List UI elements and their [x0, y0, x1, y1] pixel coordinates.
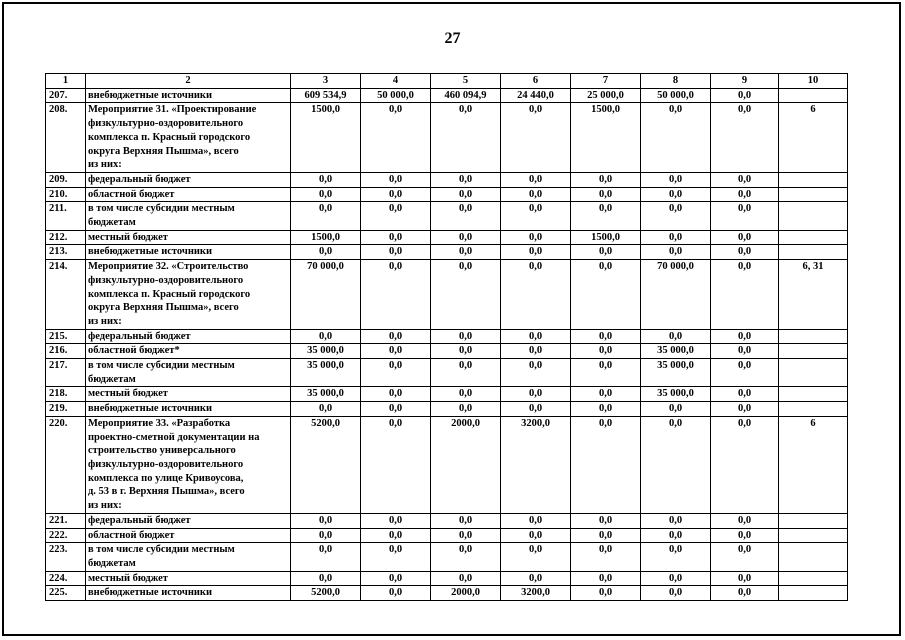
target-indicator-cell: 6: [779, 416, 848, 513]
description-line: комплекса п. Красный городского: [88, 288, 251, 300]
description-line: комплекса по улице Кривоусова,: [88, 472, 244, 484]
amount-cell: 0,0: [361, 103, 431, 173]
row-number: 216.: [46, 344, 86, 359]
target-indicator-cell: [779, 402, 848, 417]
row-description: [86, 202, 291, 230]
amount-cell: 70 000,0: [291, 260, 361, 330]
table-row: [46, 88, 848, 103]
amount-cell: 0,0: [641, 245, 711, 260]
amount-cell: 0,0: [361, 359, 431, 387]
description-line: внебюджетные источники: [88, 89, 213, 101]
amount-cell: 0,0: [711, 172, 779, 187]
budget-table: [45, 73, 848, 601]
description-line: из них:: [88, 500, 122, 512]
amount-cell: 0,0: [711, 230, 779, 245]
amount-cell: 0,0: [361, 202, 431, 230]
amount-cell: 0,0: [361, 260, 431, 330]
amount-cell: 0,0: [431, 245, 501, 260]
description-line: местный бюджет: [88, 572, 168, 584]
amount-cell: 0,0: [291, 202, 361, 230]
amount-cell: 0,0: [431, 187, 501, 202]
amount-cell: 24 440,0: [501, 88, 571, 103]
target-indicator-cell: [779, 245, 848, 260]
target-indicator-cell: [779, 187, 848, 202]
amount-cell: 0,0: [361, 187, 431, 202]
description-line: бюджетам: [88, 373, 136, 385]
table-row: [46, 359, 848, 387]
description-line: Мероприятие 31. «Проектирование: [88, 104, 257, 116]
target-indicator-cell: [779, 88, 848, 103]
row-number: 214.: [46, 260, 86, 330]
amount-cell: 0,0: [291, 172, 361, 187]
row-number: 223.: [46, 543, 86, 571]
amount-cell: 0,0: [571, 416, 641, 513]
row-number: 208.: [46, 103, 86, 173]
amount-cell: 50 000,0: [361, 88, 431, 103]
row-number: 207.: [46, 88, 86, 103]
amount-cell: 0,0: [711, 543, 779, 571]
row-description: [86, 187, 291, 202]
table-row: [46, 528, 848, 543]
table-row: [46, 571, 848, 586]
table-row: [46, 230, 848, 245]
table-row: [46, 416, 848, 513]
amount-cell: 0,0: [431, 172, 501, 187]
description-line: областной бюджет: [88, 529, 175, 541]
amount-cell: 70 000,0: [641, 260, 711, 330]
description-line: областной бюджет: [88, 188, 175, 200]
amount-cell: 0,0: [501, 513, 571, 528]
row-number: 209.: [46, 172, 86, 187]
target-indicator-cell: 6: [779, 103, 848, 173]
row-number: 212.: [46, 230, 86, 245]
amount-cell: 0,0: [711, 416, 779, 513]
row-number: 219.: [46, 402, 86, 417]
amount-cell: 35 000,0: [291, 359, 361, 387]
amount-cell: 0,0: [361, 344, 431, 359]
table-row: [46, 586, 848, 601]
header-row: [46, 74, 848, 89]
amount-cell: 609 534,9: [291, 88, 361, 103]
amount-cell: 0,0: [291, 513, 361, 528]
amount-cell: 0,0: [711, 402, 779, 417]
amount-cell: 0,0: [361, 402, 431, 417]
amount-cell: 0,0: [361, 543, 431, 571]
target-indicator-cell: [779, 571, 848, 586]
amount-cell: 0,0: [361, 387, 431, 402]
amount-cell: 35 000,0: [641, 344, 711, 359]
description-line: проектно-сметной документации на: [88, 431, 260, 443]
amount-cell: 0,0: [571, 571, 641, 586]
amount-cell: 0,0: [571, 245, 641, 260]
table-row: [46, 387, 848, 402]
description-line: федеральный бюджет: [88, 330, 191, 342]
amount-cell: 0,0: [501, 230, 571, 245]
amount-cell: 0,0: [571, 344, 641, 359]
amount-cell: 0,0: [501, 245, 571, 260]
amount-cell: 0,0: [711, 329, 779, 344]
column-header: 6: [501, 74, 571, 89]
row-number: 225.: [46, 586, 86, 601]
amount-cell: 2000,0: [431, 586, 501, 601]
description-line: местный бюджет: [88, 388, 168, 400]
table-row: [46, 202, 848, 230]
amount-cell: 0,0: [291, 402, 361, 417]
description-line: из них:: [88, 315, 122, 327]
row-number: 213.: [46, 245, 86, 260]
amount-cell: 0,0: [571, 202, 641, 230]
column-header: 9: [711, 74, 779, 89]
amount-cell: 0,0: [291, 571, 361, 586]
amount-cell: 0,0: [711, 245, 779, 260]
amount-cell: 0,0: [431, 513, 501, 528]
description-line: федеральный бюджет: [88, 173, 191, 185]
amount-cell: 25 000,0: [571, 88, 641, 103]
amount-cell: 0,0: [361, 230, 431, 245]
row-description: [86, 402, 291, 417]
amount-cell: 0,0: [641, 402, 711, 417]
amount-cell: 0,0: [571, 359, 641, 387]
table-row: [46, 513, 848, 528]
row-description: [86, 260, 291, 330]
row-number: 211.: [46, 202, 86, 230]
amount-cell: 0,0: [431, 202, 501, 230]
amount-cell: 0,0: [711, 103, 779, 173]
amount-cell: 0,0: [501, 344, 571, 359]
amount-cell: 0,0: [711, 260, 779, 330]
amount-cell: 0,0: [501, 387, 571, 402]
amount-cell: 0,0: [291, 187, 361, 202]
amount-cell: 1500,0: [571, 103, 641, 173]
target-indicator-cell: [779, 172, 848, 187]
description-line: Мероприятие 32. «Строительство: [88, 261, 249, 273]
description-line: Мероприятие 33. «Разработка: [88, 417, 231, 429]
amount-cell: 0,0: [501, 187, 571, 202]
row-description: [86, 586, 291, 601]
table-row: [46, 402, 848, 417]
amount-cell: 0,0: [361, 329, 431, 344]
description-line: федеральный бюджет: [88, 514, 191, 526]
amount-cell: 0,0: [711, 359, 779, 387]
column-header: 10: [779, 74, 848, 89]
amount-cell: 0,0: [501, 260, 571, 330]
row-description: [86, 513, 291, 528]
amount-cell: 0,0: [641, 202, 711, 230]
target-indicator-cell: [779, 543, 848, 571]
amount-cell: 0,0: [431, 103, 501, 173]
row-number: 217.: [46, 359, 86, 387]
amount-cell: 0,0: [571, 402, 641, 417]
amount-cell: 0,0: [361, 172, 431, 187]
description-line: бюджетам: [88, 557, 136, 569]
description-line: в том числе субсидии местным: [88, 360, 235, 372]
amount-cell: 0,0: [711, 344, 779, 359]
column-header: 1: [46, 74, 86, 89]
description-line: строительство универсального: [88, 445, 236, 457]
row-description: [86, 344, 291, 359]
amount-cell: 5200,0: [291, 416, 361, 513]
target-indicator-cell: [779, 528, 848, 543]
row-description: [86, 387, 291, 402]
table-row: [46, 103, 848, 173]
row-description: [86, 103, 291, 173]
amount-cell: 2000,0: [431, 416, 501, 513]
amount-cell: 0,0: [361, 586, 431, 601]
amount-cell: 460 094,9: [431, 88, 501, 103]
row-number: 220.: [46, 416, 86, 513]
amount-cell: 35 000,0: [641, 359, 711, 387]
amount-cell: 0,0: [361, 245, 431, 260]
amount-cell: 0,0: [641, 103, 711, 173]
amount-cell: 0,0: [291, 543, 361, 571]
row-description: [86, 172, 291, 187]
amount-cell: 0,0: [431, 359, 501, 387]
amount-cell: 0,0: [571, 187, 641, 202]
amount-cell: 0,0: [501, 543, 571, 571]
amount-cell: 0,0: [431, 571, 501, 586]
target-indicator-cell: [779, 344, 848, 359]
target-indicator-cell: [779, 387, 848, 402]
amount-cell: 0,0: [571, 387, 641, 402]
amount-cell: 0,0: [361, 513, 431, 528]
column-header: 3: [291, 74, 361, 89]
amount-cell: 1500,0: [291, 230, 361, 245]
description-line: из них:: [88, 159, 122, 171]
amount-cell: 0,0: [361, 528, 431, 543]
amount-cell: 0,0: [571, 260, 641, 330]
amount-cell: 0,0: [641, 513, 711, 528]
row-description: [86, 528, 291, 543]
table-row: [46, 172, 848, 187]
row-number: 218.: [46, 387, 86, 402]
description-line: бюджетам: [88, 217, 136, 229]
amount-cell: 0,0: [711, 586, 779, 601]
amount-cell: 0,0: [711, 571, 779, 586]
table-row: [46, 543, 848, 571]
target-indicator-cell: [779, 230, 848, 245]
description-line: физкультурно-оздоровительного: [88, 458, 244, 470]
column-header: 8: [641, 74, 711, 89]
amount-cell: 0,0: [431, 344, 501, 359]
amount-cell: 0,0: [641, 230, 711, 245]
amount-cell: 0,0: [501, 329, 571, 344]
amount-cell: 0,0: [501, 528, 571, 543]
description-line: округа Верхняя Пышма», всего: [88, 302, 239, 314]
row-number: 222.: [46, 528, 86, 543]
amount-cell: 1500,0: [571, 230, 641, 245]
row-description: [86, 88, 291, 103]
amount-cell: 0,0: [711, 202, 779, 230]
amount-cell: 0,0: [291, 528, 361, 543]
amount-cell: 35 000,0: [291, 387, 361, 402]
description-line: физкультурно-оздоровительного: [88, 274, 244, 286]
table-row: [46, 329, 848, 344]
description-line: в том числе субсидии местным: [88, 203, 235, 215]
amount-cell: 50 000,0: [641, 88, 711, 103]
row-description: [86, 571, 291, 586]
amount-cell: 0,0: [641, 528, 711, 543]
amount-cell: 0,0: [501, 202, 571, 230]
amount-cell: 0,0: [641, 416, 711, 513]
amount-cell: 0,0: [711, 187, 779, 202]
row-number: 215.: [46, 329, 86, 344]
row-number: 221.: [46, 513, 86, 528]
row-description: [86, 230, 291, 245]
description-line: комплекса п. Красный городского: [88, 131, 251, 143]
column-header: 7: [571, 74, 641, 89]
target-indicator-cell: [779, 202, 848, 230]
amount-cell: 35 000,0: [291, 344, 361, 359]
amount-cell: 0,0: [711, 513, 779, 528]
description-line: внебюджетные источники: [88, 403, 213, 415]
amount-cell: 0,0: [291, 245, 361, 260]
amount-cell: 0,0: [641, 571, 711, 586]
amount-cell: 0,0: [711, 528, 779, 543]
table-row: [46, 187, 848, 202]
amount-cell: 0,0: [431, 260, 501, 330]
amount-cell: 0,0: [641, 329, 711, 344]
amount-cell: 1500,0: [291, 103, 361, 173]
description-line: областной бюджет*: [88, 345, 180, 357]
amount-cell: 0,0: [641, 187, 711, 202]
row-description: [86, 245, 291, 260]
amount-cell: 0,0: [711, 387, 779, 402]
amount-cell: 0,0: [501, 402, 571, 417]
amount-cell: 0,0: [431, 402, 501, 417]
description-line: д. 53 в г. Верхняя Пышма», всего: [88, 486, 245, 498]
amount-cell: 0,0: [501, 359, 571, 387]
amount-cell: 0,0: [641, 543, 711, 571]
row-number: 224.: [46, 571, 86, 586]
row-description: [86, 543, 291, 571]
amount-cell: 0,0: [641, 586, 711, 601]
target-indicator-cell: 6, 31: [779, 260, 848, 330]
amount-cell: 0,0: [501, 103, 571, 173]
amount-cell: 0,0: [361, 416, 431, 513]
row-description: [86, 359, 291, 387]
amount-cell: 0,0: [571, 528, 641, 543]
target-indicator-cell: [779, 329, 848, 344]
amount-cell: 0,0: [431, 329, 501, 344]
amount-cell: 3200,0: [501, 416, 571, 513]
row-description: [86, 329, 291, 344]
description-line: местный бюджет: [88, 231, 168, 243]
description-line: внебюджетные источники: [88, 246, 213, 258]
column-header: 4: [361, 74, 431, 89]
page-number: 27: [444, 30, 461, 47]
column-header: 5: [431, 74, 501, 89]
column-header: 2: [86, 74, 291, 89]
amount-cell: 5200,0: [291, 586, 361, 601]
description-line: в том числе субсидии местным: [88, 544, 235, 556]
amount-cell: 0,0: [711, 88, 779, 103]
table-row: [46, 245, 848, 260]
target-indicator-cell: [779, 513, 848, 528]
target-indicator-cell: [779, 586, 848, 601]
amount-cell: 0,0: [431, 387, 501, 402]
amount-cell: 0,0: [571, 172, 641, 187]
target-indicator-cell: [779, 359, 848, 387]
table-row: [46, 260, 848, 330]
amount-cell: 0,0: [501, 172, 571, 187]
table-row: [46, 344, 848, 359]
amount-cell: 3200,0: [501, 586, 571, 601]
amount-cell: 0,0: [291, 329, 361, 344]
amount-cell: 0,0: [431, 543, 501, 571]
amount-cell: 0,0: [641, 172, 711, 187]
amount-cell: 0,0: [571, 329, 641, 344]
amount-cell: 0,0: [431, 230, 501, 245]
amount-cell: 0,0: [431, 528, 501, 543]
amount-cell: 0,0: [361, 571, 431, 586]
description-line: внебюджетные источники: [88, 587, 213, 599]
row-number: 210.: [46, 187, 86, 202]
row-description: [86, 416, 291, 513]
description-line: округа Верхняя Пышма», всего: [88, 145, 239, 157]
amount-cell: 0,0: [571, 513, 641, 528]
amount-cell: 0,0: [501, 571, 571, 586]
amount-cell: 0,0: [571, 586, 641, 601]
amount-cell: 0,0: [571, 543, 641, 571]
amount-cell: 35 000,0: [641, 387, 711, 402]
description-line: физкультурно-оздоровительного: [88, 118, 244, 130]
